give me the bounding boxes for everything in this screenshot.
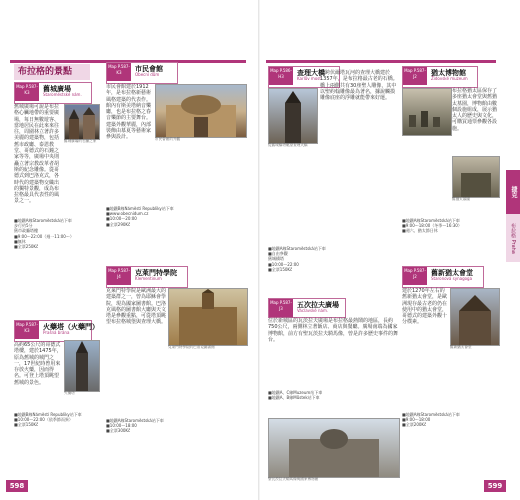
- right-page: [260, 0, 520, 500]
- spot-header-powder-tower: [14, 320, 99, 342]
- map-reference: Map P.587-K3: [15, 321, 39, 339]
- photo-caption: 舊城廣場的石鐘之家: [64, 139, 97, 143]
- map-reference: Map P.587-J2: [403, 67, 427, 85]
- spot-title: 火藥塔（火藥門）: [43, 323, 99, 331]
- spot-body: 克萊門特學院是歐洲最大的建築群之一，曾為耶穌會學院，現為國家圖書館。巴洛克風格的圖書館大廳與天文塔是參觀重點，可從塔頂眺望布拉格城堡與查理大橋。: [106, 288, 167, 326]
- spot-body-continued: [14, 144, 100, 216]
- map-reference: Map P.587-J2: [403, 267, 427, 285]
- spot-title: 市民會館: [135, 65, 163, 73]
- spot-header-klementinum: [106, 266, 188, 288]
- photo-caption: 舊新猶太會堂: [450, 345, 472, 349]
- spot-body: 舊城廣場可說是布拉格心臟地帶的重要廣場，每日無數遊客、當地居民在此來來往往，周圍林立著許多美麗的建築物，包括舊市政廳、泰恩教堂、哥德式的石鐘之家等等，廣場中央則矗立著宗教改革者胡斯的紀念雕像。從哥德式到巴洛克式，各時代的建築物交織出的獨特景觀，成為布拉格最具代表性的風景之一。: [14, 104, 60, 205]
- photo-caption: 市民會館的外觀: [155, 137, 181, 141]
- header-rule: [266, 60, 496, 63]
- photo-caption: 克萊門特學院的巴洛克圖書館: [168, 345, 215, 349]
- spot-body-continued: [402, 136, 450, 216]
- spot-info: ■地鐵A線Staroměstská站下車 ■10:00～18:00 ■全票300Kč: [106, 418, 164, 434]
- spot-header-jewish-museum: [402, 66, 478, 88]
- photo-klementinum: [168, 288, 248, 346]
- photo-caption: 從舊城橋塔眺望查理大橋: [268, 143, 308, 147]
- spot-subtitle: Prašná brána: [43, 330, 70, 335]
- spot-subtitle: Staronová synagoga: [431, 276, 473, 281]
- spot-subtitle: Obecní dům: [135, 72, 160, 77]
- side-tab-city: 布拉格 Praha: [506, 214, 520, 262]
- spot-subtitle: Karlův most: [297, 76, 321, 81]
- photo-caption: 火藥塔: [64, 391, 75, 395]
- photo-old-new-synagogue: [450, 288, 500, 346]
- photo-municipal-house: [155, 84, 247, 138]
- synagogue-icon: [451, 289, 499, 345]
- section-title: 布拉格的景點: [14, 64, 90, 80]
- spot-body: 布拉格猶太區保存了多座猶太會堂與舊猶太墓園，博物館由數個設施組成，展示猶太人的歷史與文化，可購買通票參觀各設施。: [452, 88, 498, 132]
- spot-info: ■地鐵B線Náměstí Republiky站下車 ■www.obecnidum.cz ■10:00～20:00 ■全票290Kč: [106, 206, 174, 227]
- photo-jewish-museum: [452, 156, 500, 198]
- building-icon: [156, 85, 246, 137]
- spot-info: ■地鐵A、C線Muzeum站下車 ■地鐵A、B線Můstek站下車: [268, 390, 323, 401]
- spot-info: ■地鐵A線Staroměstská站下車 ■9:00～18:00（冬季～16:30） ■週六、猶太節日休: [402, 218, 462, 234]
- building-icon: [269, 419, 399, 477]
- page-number: 598: [6, 480, 28, 492]
- spot-title: 猶太博物館: [431, 69, 466, 77]
- spot-title: 舊新猶太會堂: [431, 269, 473, 277]
- spot-info: ■地鐵B線Náměstí Republiky站下車 ■10:00～22:00（依季節而異） ■全票150Kč: [14, 412, 82, 428]
- building-icon: [453, 157, 499, 197]
- side-tab-country: 捷克: [506, 170, 520, 214]
- tower-icon: [269, 89, 317, 143]
- page-number: 599: [484, 480, 506, 492]
- map-reference: Map P.587-K3: [107, 63, 131, 81]
- spot-header-old-town-square: [14, 82, 92, 104]
- tower-icon: [65, 341, 99, 391]
- tombstones-icon: [403, 89, 451, 135]
- photo-caption: 舊猶太墓園: [452, 197, 470, 201]
- photo-wenceslas-square: [268, 418, 400, 478]
- spot-subtitle: Staroměstské nám.: [43, 92, 82, 97]
- spot-body-continued: [155, 144, 245, 204]
- photo-charles-bridge: [268, 88, 318, 144]
- map-reference: Map P.587-J3: [269, 299, 293, 317]
- spot-title: 舊城廣場: [43, 85, 71, 93]
- map-reference: Map P.587-J4: [107, 267, 131, 285]
- photo-old-jewish-cemetery: [402, 88, 452, 136]
- spot-body-continued: [268, 168, 398, 244]
- photo-old-town-square: [64, 104, 100, 140]
- photo-powder-tower: [64, 340, 100, 392]
- spot-title: 克萊門特學院: [135, 269, 177, 277]
- building-icon: [65, 105, 99, 139]
- spot-body: 市民會館建於1912年，是布拉格新藝術風格建築的代表作。館內有斯美塔納音樂廳，也是布拉格之春音樂節的主要舞台。建築外觀華麗，內部裝飾由慕夏等藝術家參與設計。: [106, 84, 152, 141]
- spot-body: 高約65公尺的哥德式塔樓，建於1475年，原為舊城的城門之一，17世紀時曾用來存放火藥，因而得名。可登上塔頂眺望舊城的景色。: [14, 342, 62, 386]
- spot-subtitle: Klementinum: [135, 276, 162, 281]
- spot-header-municipal-house: [106, 62, 178, 84]
- spot-body: 建於1270年左右的舊新猶太會堂，是歐洲現存最古老的仍在使用中的猶太會堂，哥德式的建築外觀十分樸素。: [402, 288, 448, 326]
- spot-body: 位於新城區的瓦茨拉夫廣場是布拉格最熱鬧的地區，長約750公尺，兩側林立著飯店、商店與餐廳。廣場南端為國家博物館，前方有聖瓦茨拉夫騎馬像，曾是許多歷史事件的舞台。: [268, 318, 399, 343]
- spot-body-continued: [450, 352, 498, 410]
- spot-header-old-new-synagogue: [402, 266, 484, 288]
- spot-body-continued: [106, 362, 246, 414]
- spot-subtitle: Václavské nám.: [297, 308, 329, 313]
- spot-header-wenceslas-square: [268, 298, 346, 318]
- spot-info: ■地鐵A線Staroměstská站下車 ■9:00～18:00 ■全票200Kč: [402, 412, 460, 428]
- map-reference: Map P.587-K3: [15, 83, 39, 101]
- map-reference: Map P.586-H3: [269, 67, 293, 85]
- spot-title: 查理大橋: [297, 69, 325, 77]
- spot-info: ■地鐵A線Staroměstská站下車 ■自由參觀 舊城橋塔 ■10:00～22:00 ■全票150Kč: [268, 246, 326, 272]
- photo-caption: 聖瓦茨拉夫騎馬像與國家博物館: [268, 477, 319, 481]
- spot-body: 橫跨伏爾塔瓦河的查理大橋建於1357年，是布拉格最古老的石橋。橋上兩側共有30座聖人雕像，其中以聖約翰雕像最為著名，據說觸摸雕像底座的浮雕就能帶來好運。: [320, 70, 398, 102]
- spot-info: ■地鐵A線Staroměstská站下車 步行約5分 舊市政廳塔樓 ■9:00～22:00（週一11:00～） ■無休 ■全票250Kč: [14, 218, 74, 250]
- spot-title: 五次拉夫廣場: [297, 301, 339, 309]
- building-icon: [169, 289, 247, 345]
- spot-subtitle: Židovské muzeum: [431, 76, 468, 81]
